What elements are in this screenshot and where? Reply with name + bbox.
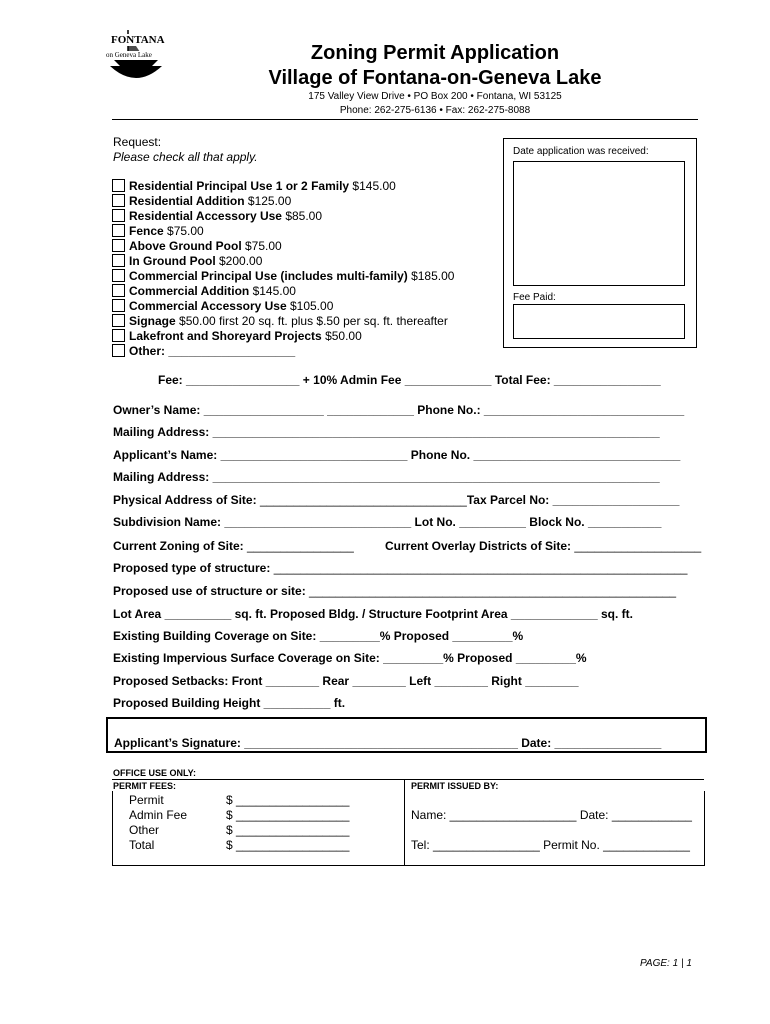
signature-box — [106, 717, 707, 753]
current-zoning-field[interactable]: Current Zoning of Site: ________________ — [113, 539, 354, 553]
checkbox[interactable] — [112, 269, 125, 282]
impervious-coverage-field[interactable]: Existing Impervious Surface Coverage on Site: _________% Proposed _________% — [113, 651, 587, 665]
owner-mailing-field[interactable]: Mailing Address: ___________________________________________________________________ — [113, 425, 660, 439]
physical-address-field[interactable]: Physical Address of Site: _______________________________Tax Parcel No: ___________________ — [113, 493, 680, 507]
request-item[interactable]: Other: ___________________ — [112, 344, 295, 359]
office-received-box — [503, 138, 697, 348]
date-received-field[interactable] — [513, 161, 685, 286]
checkbox[interactable] — [112, 284, 125, 297]
request-item[interactable]: Signage $50.00 first 20 sq. ft. plus $.50 per sq. ft. thereafter — [112, 314, 448, 329]
page-number: PAGE: 1 | 1 — [640, 958, 692, 969]
form-subtitle: Village of Fontana-on-Geneva Lake — [268, 67, 602, 89]
checkbox[interactable] — [112, 194, 125, 207]
fee-total-field[interactable]: $ _________________ — [226, 838, 350, 852]
applicant-mailing-field[interactable]: Mailing Address: ___________________________________________________________________ — [113, 470, 660, 484]
request-item[interactable]: Fence $75.00 — [112, 224, 204, 239]
building-coverage-field[interactable]: Existing Building Coverage on Site: _________% Proposed _________% — [113, 629, 524, 643]
request-item[interactable]: Lakefront and Shoreyard Projects $50.00 — [112, 329, 362, 344]
checkbox[interactable] — [112, 209, 125, 222]
overlay-districts-field[interactable]: Current Overlay Districts of Site: ___________________ — [385, 539, 702, 553]
applicant-name-field[interactable]: Applicant’s Name: ____________________________ Phone No. _______________________________ — [113, 448, 681, 462]
checkbox[interactable] — [112, 314, 125, 327]
owner-name-field[interactable]: Owner’s Name: __________________ _____________ Phone No.: ______________________________ — [113, 403, 685, 417]
request-item[interactable]: Residential Principal Use 1 or 2 Family $145.00 — [112, 179, 396, 194]
fee-admin-label: Admin Fee — [129, 808, 188, 822]
checkbox[interactable] — [112, 344, 125, 357]
lot-area-field[interactable]: Lot Area __________ sq. ft. Proposed Bldg. / Structure Footprint Area _____________ sq. ft. — [113, 607, 633, 621]
fee-other-label: Other — [129, 823, 160, 837]
request-item[interactable]: Residential Accessory Use $85.00 — [112, 209, 322, 224]
fee-permit-label: Permit — [129, 793, 164, 807]
permit-fees-heading: PERMIT FEES: — [113, 781, 177, 791]
fee-paid-label: Fee Paid: — [513, 292, 556, 303]
request-item[interactable]: Above Ground Pool $75.00 — [112, 239, 282, 254]
logo-text-top: FONTANA — [111, 34, 165, 46]
checkbox[interactable] — [112, 239, 125, 252]
structure-use-field[interactable]: Proposed use of structure or site: _______________________________________________________ — [113, 584, 677, 598]
subdivision-field[interactable]: Subdivision Name: ____________________________ Lot No. __________ Block No. ___________ — [113, 515, 662, 529]
fee-other-field[interactable]: $ _________________ — [226, 823, 350, 837]
request-item[interactable]: Commercial Addition $145.00 — [112, 284, 296, 299]
request-item[interactable]: Commercial Principal Use (includes multi-family) $185.00 — [112, 269, 454, 284]
office-divider — [112, 779, 704, 780]
fee-total-label: Total — [129, 838, 155, 852]
village-logo — [106, 26, 166, 86]
village-address: 175 Valley View Drive • PO Box 200 • Fontana, WI 53125 — [308, 91, 562, 102]
building-height-field[interactable]: Proposed Building Height __________ ft. — [113, 696, 346, 710]
checkbox[interactable] — [112, 329, 125, 342]
request-item[interactable]: In Ground Pool $200.00 — [112, 254, 262, 269]
office-use-heading: OFFICE USE ONLY: — [113, 768, 197, 778]
checkbox[interactable] — [112, 179, 125, 192]
checkbox[interactable] — [112, 224, 125, 237]
fee-admin-field[interactable]: $ _________________ — [226, 808, 350, 822]
permit-issued-heading: PERMIT ISSUED BY: — [411, 781, 499, 791]
office-column-divider — [404, 779, 405, 865]
request-label: Request: — [113, 135, 162, 149]
request-item[interactable]: Residential Addition $125.00 — [112, 194, 291, 209]
village-phone: Phone: 262-275-6136 • Fax: 262-275-8088 — [339, 105, 531, 116]
fee-line[interactable]: Fee: _________________ + 10% Admin Fee _____________ Total Fee: ________________ — [158, 373, 661, 387]
request-instruction: Please check all that apply. — [113, 150, 258, 164]
request-item[interactable]: Commercial Accessory Use $105.00 — [112, 299, 333, 314]
structure-type-field[interactable]: Proposed type of structure: ______________________________________________________________ — [113, 561, 688, 575]
logo-text-bottom: on Geneva Lake — [106, 51, 152, 59]
fee-paid-field[interactable] — [513, 304, 685, 339]
checkbox[interactable] — [112, 299, 125, 312]
fee-permit-field[interactable]: $ _________________ — [226, 793, 350, 807]
issued-by-name-field[interactable]: Name: ___________________ Date: ____________ — [411, 808, 692, 822]
header-divider — [112, 119, 698, 120]
checkbox[interactable] — [112, 254, 125, 267]
setbacks-field[interactable]: Proposed Setbacks: Front ________ Rear ________ Left ________ Right ________ — [113, 674, 579, 688]
date-received-label: Date application was received: — [513, 146, 649, 157]
issued-by-tel-field[interactable]: Tel: ________________ Permit No. _____________ — [411, 838, 690, 852]
applicant-signature-field[interactable]: Applicant’s Signature: _________________________________________ Date: ________________ — [114, 736, 662, 750]
form-title: Zoning Permit Application — [310, 42, 560, 64]
office-use-box — [112, 791, 705, 866]
